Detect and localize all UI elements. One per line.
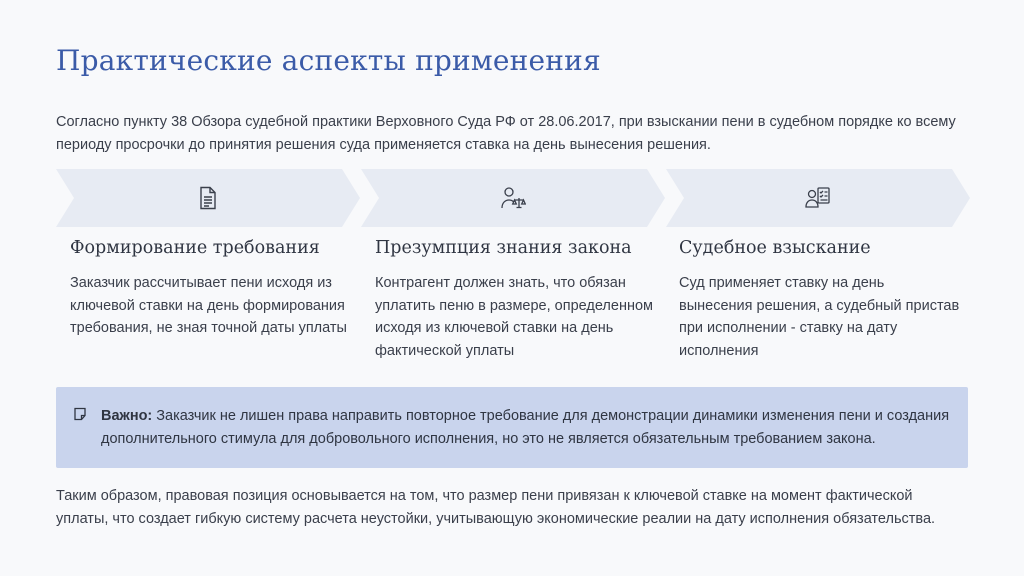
note-icon bbox=[73, 407, 87, 426]
note-body: Заказчик не лишен права направить повторное требование для демонстрации динамики изменения пени и создания дополнительного стимула для добровольного исполнения, но это не является обязательным требованием закона. bbox=[101, 408, 950, 447]
note-text bbox=[101, 405, 951, 451]
note-label: Важно: bbox=[101, 408, 153, 424]
chevron-step-2 bbox=[361, 169, 665, 227]
step-description: Суд применяет ставку на день вынесения решения, а судебный пристав при исполнении - ставку на дату исполнения bbox=[679, 275, 960, 359]
chevron-step-3 bbox=[666, 169, 970, 227]
step-description: Контрагент должен знать, что обязан уплатить пеню в размере, определенном исходя из ключевой ставки на день фактической уплаты bbox=[375, 275, 654, 359]
person-checklist-icon bbox=[805, 186, 831, 210]
conclusion-paragraph: Таким образом, правовая позиция основывается на том, что размер пени привязан к ключевой ставке на момент фактической уплаты, что создает гибкую систему расчета неустойки, учитывающую экономические реалии на дату исполнения обязательства. bbox=[56, 488, 936, 527]
step-title: Судебное взыскание bbox=[679, 238, 871, 258]
important-note bbox=[56, 387, 968, 468]
document-icon bbox=[198, 186, 218, 210]
chevron-step-1 bbox=[56, 169, 360, 227]
intro-paragraph: Согласно пункту 38 Обзора судебной практики Верховного Суда РФ от 28.06.2017, при взыскании пени в судебном порядке ко всему периоду просрочки до принятия решения суда применяется ставка на день вынесения решения. bbox=[56, 114, 956, 153]
step-title: Формирование требования bbox=[70, 238, 320, 258]
page-title: Практические аспекты применения bbox=[56, 44, 601, 77]
step-column-1 bbox=[56, 238, 346, 340]
step-title: Презумпция знания закона bbox=[375, 238, 632, 258]
process-chevrons bbox=[56, 169, 970, 227]
step-description: Заказчик рассчитывает пени исходя из ключевой ставки на день формирования требования, не зная точной даты уплаты bbox=[70, 275, 347, 336]
person-law-icon bbox=[500, 186, 526, 210]
step-column-3 bbox=[665, 238, 960, 362]
step-column-2 bbox=[361, 238, 654, 362]
